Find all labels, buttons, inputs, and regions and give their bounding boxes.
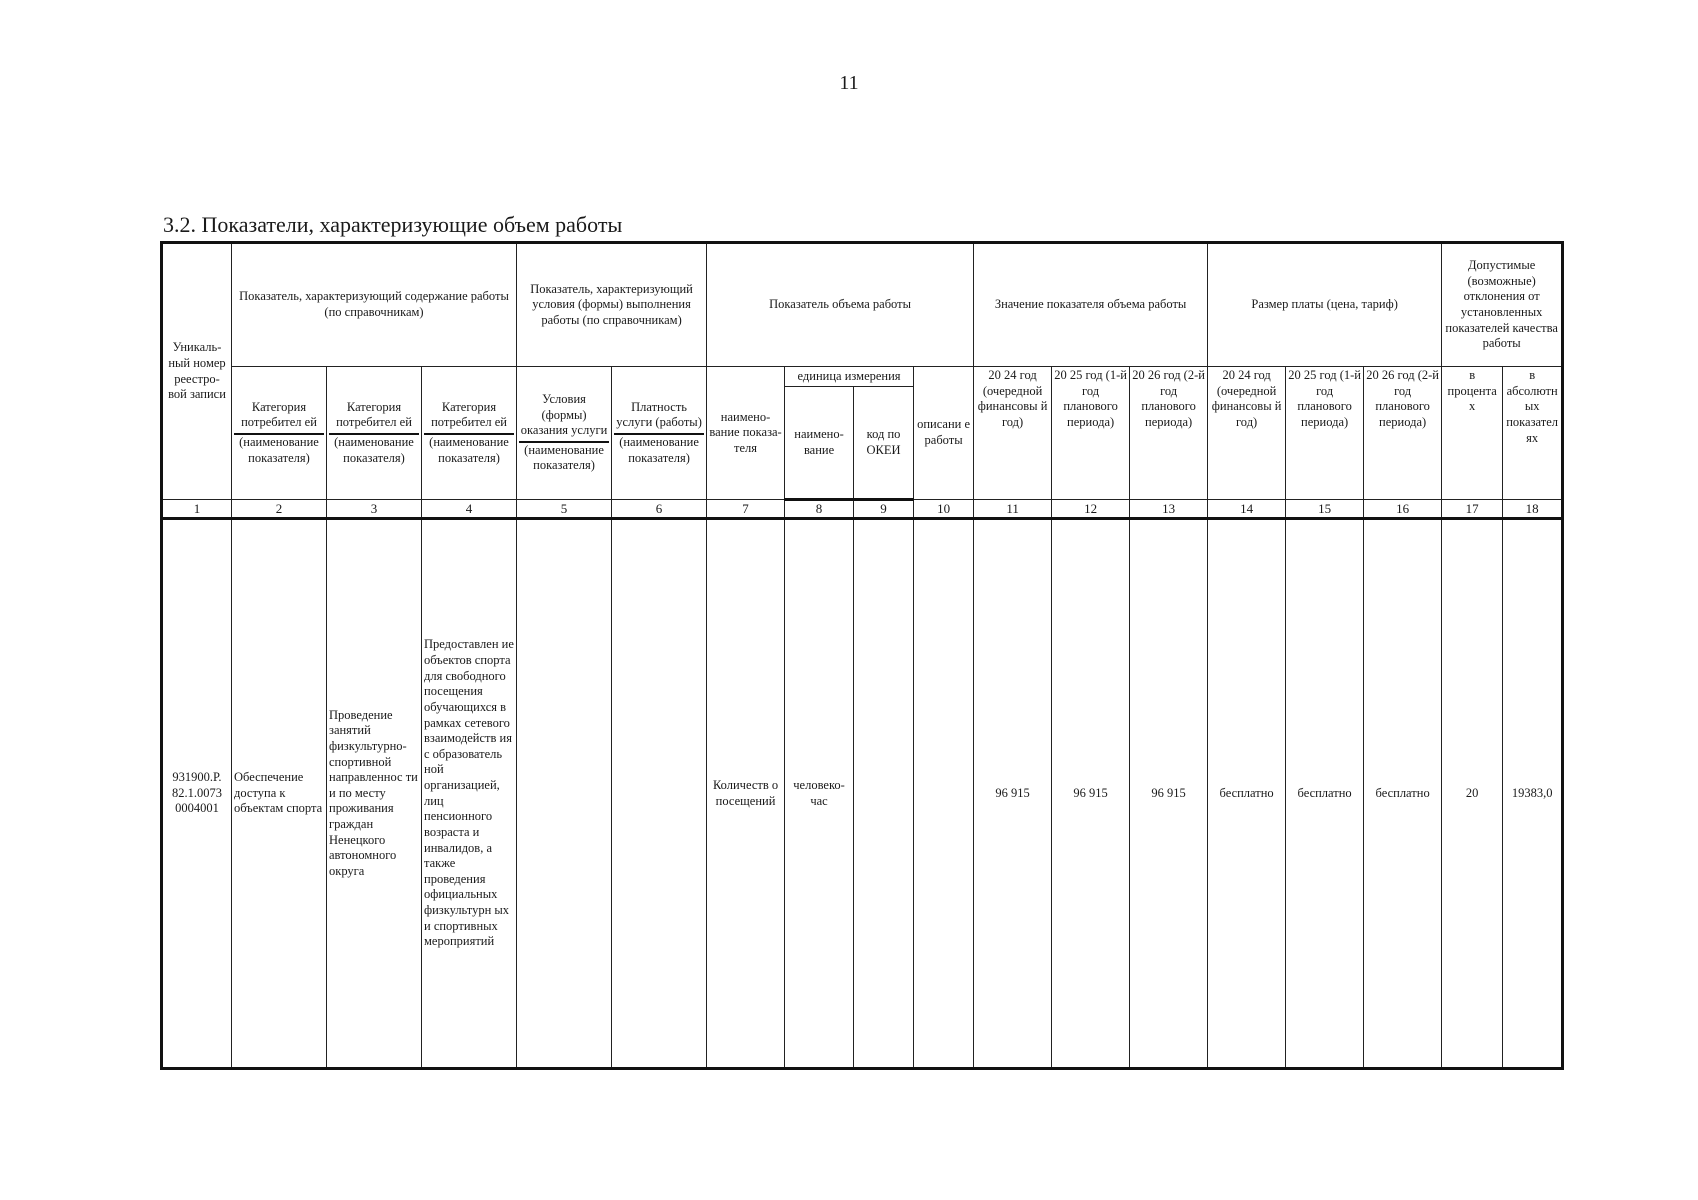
page-number: 11 — [839, 72, 859, 94]
header-fee-2024: 20 24 год (очередной финансовы й год) — [1208, 367, 1286, 500]
header-fee: Размер платы (цена, тариф) — [1208, 243, 1442, 367]
header-category-1 — [232, 367, 327, 500]
cell-okei-code — [854, 519, 914, 1069]
conditions-label: Условия (формы) оказания услуги — [520, 391, 608, 438]
header-condition-indicator: Показатель, характеризующий условия (формы) выполнения работы (по справочникам) — [517, 243, 707, 367]
cell-category-2: Проведение занятий физкультурно-спортивной направленнос ти и по месту проживания граждан Ненецкого автономного округа — [327, 519, 422, 1069]
cell-deviation-percent: 20 — [1442, 519, 1503, 1069]
cell-deviation-absolute: 19383,0 — [1503, 519, 1563, 1069]
category-3-caption: (наименование показателя) — [424, 433, 514, 466]
col-number: 8 — [785, 500, 854, 519]
cell-category-1: Обеспечение доступа к объектам спорта — [232, 519, 327, 1069]
col-number: 5 — [517, 500, 612, 519]
header-indicator-name: наимено-вание показа-теля — [707, 367, 785, 500]
col-number: 12 — [1052, 500, 1130, 519]
header-deviation-percent: в процента х — [1442, 367, 1503, 500]
cell-work-description — [914, 519, 974, 1069]
conditions-caption: (наименование показателя) — [519, 441, 609, 474]
header-fee-2025: 20 25 год (1-й год планового периода) — [1286, 367, 1364, 500]
header-okei-code: код по ОКЕИ — [854, 387, 914, 500]
header-conditions — [517, 367, 612, 500]
header-category-3 — [422, 367, 517, 500]
category-2-label: Категория потребител ей — [336, 399, 412, 430]
header-unit: единица измерения — [785, 367, 914, 387]
work-volume-table — [160, 241, 1564, 1070]
cell-indicator-name: Количеств о посещений — [707, 519, 785, 1069]
col-number: 11 — [974, 500, 1052, 519]
cell-payment — [612, 519, 707, 1069]
header-category-2 — [327, 367, 422, 500]
col-number: 2 — [232, 500, 327, 519]
header-fee-2026: 20 26 год (2-й год планового периода) — [1364, 367, 1442, 500]
header-unit-name: наимено-вание — [785, 387, 854, 500]
cell-category-3: Предоставлен ие объектов спорта для свободного посещения обучающихся в рамках сетевого взаимодейств ия с образователь ной организацией, лиц пенсионного возраста и инвалидов, а также проведения официальных физкультурн ых и спортивных мероприятий — [422, 519, 517, 1069]
header-volume-indicator: Показатель объема работы — [707, 243, 974, 367]
cell-conditions — [517, 519, 612, 1069]
col-number: 16 — [1364, 500, 1442, 519]
col-number: 18 — [1503, 500, 1563, 519]
header-unique-number: Уникаль-ный номер реестро-вой записи — [162, 243, 232, 500]
col-number: 14 — [1208, 500, 1286, 519]
payment-label: Платность услуги (работы) — [616, 399, 702, 430]
cell-fee-2024: бесплатно — [1208, 519, 1286, 1069]
cell-fee-2025: бесплатно — [1286, 519, 1364, 1069]
cell-registry-number: 931900.Р. 82.1.0073 0004001 — [162, 519, 232, 1069]
header-deviation-absolute: в абсолютн ых показател ях — [1503, 367, 1563, 500]
col-number: 3 — [327, 500, 422, 519]
cell-unit-name: человеко-час — [785, 519, 854, 1069]
col-number: 1 — [162, 500, 232, 519]
header-value-2026: 20 26 год (2-й год планового периода) — [1130, 367, 1208, 500]
col-number: 6 — [612, 500, 707, 519]
header-value-2024: 20 24 год (очередной финансовы й год) — [974, 367, 1052, 500]
category-2-caption: (наименование показателя) — [329, 433, 419, 466]
category-1-label: Категория потребител ей — [241, 399, 317, 430]
header-volume-value: Значение показателя объема работы — [974, 243, 1208, 367]
col-number: 15 — [1286, 500, 1364, 519]
table-row — [162, 519, 1563, 1069]
col-number: 4 — [422, 500, 517, 519]
col-number: 9 — [854, 500, 914, 519]
col-number: 17 — [1442, 500, 1503, 519]
payment-caption: (наименование показателя) — [614, 433, 704, 466]
header-work-description: описани е работы — [914, 367, 974, 500]
cell-value-2026: 96 915 — [1130, 519, 1208, 1069]
header-content-indicator: Показатель, характеризующий содержание работы (по справочникам) — [232, 243, 517, 367]
cell-value-2024: 96 915 — [974, 519, 1052, 1069]
col-number: 13 — [1130, 500, 1208, 519]
category-3-label: Категория потребител ей — [431, 399, 507, 430]
header-value-2025: 20 25 год (1-й год планового периода) — [1052, 367, 1130, 500]
col-number: 7 — [707, 500, 785, 519]
col-number: 10 — [914, 500, 974, 519]
header-payment — [612, 367, 707, 500]
cell-value-2025: 96 915 — [1052, 519, 1130, 1069]
header-deviation: Допустимые (возможные) отклонения от установленных показателей качества работы — [1442, 243, 1563, 367]
cell-fee-2026: бесплатно — [1364, 519, 1442, 1069]
category-1-caption: (наименование показателя) — [234, 433, 324, 466]
section-title: 3.2. Показатели, характеризующие объем работы — [163, 212, 623, 237]
